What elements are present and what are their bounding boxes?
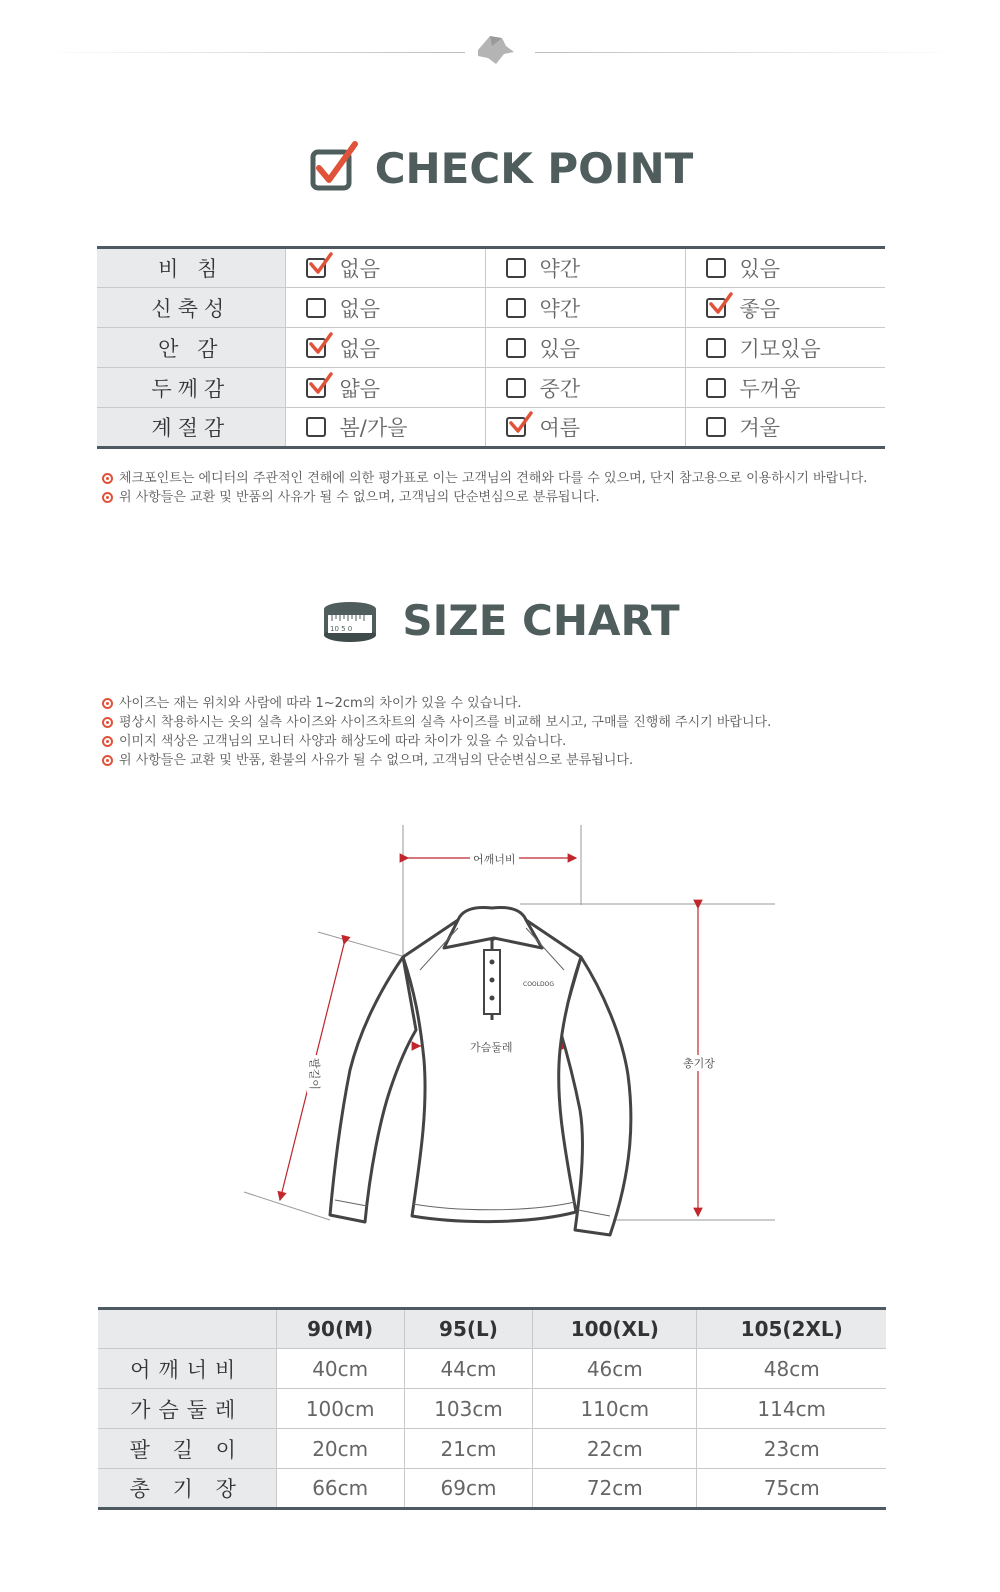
checked-checkbox-icon	[306, 258, 326, 278]
bullet-icon	[102, 492, 113, 503]
size-value: 103cm	[404, 1389, 532, 1429]
bullet-icon	[102, 473, 113, 484]
size-row-label: 어깨너비	[98, 1349, 276, 1389]
check-option-label: 약간	[539, 296, 581, 321]
check-option	[685, 408, 885, 448]
check-row	[97, 328, 885, 368]
size-notes	[102, 694, 771, 770]
note-item: 위 사항들은 교환 및 반품의 사유가 될 수 없으며, 고객님의 단순변심으로 분류됩니다.	[102, 488, 867, 507]
size-row	[98, 1349, 886, 1389]
check-row	[97, 288, 885, 328]
check-option-label: 좋음	[739, 296, 781, 321]
bullet-icon	[102, 698, 113, 709]
check-option-label: 약간	[539, 257, 581, 281]
table-corner	[98, 1309, 276, 1349]
checkbox-icon	[506, 258, 526, 278]
shoulder-label: 어깨너비	[470, 851, 519, 867]
note-item: 위 사항들은 교환 및 반품, 환불의 사유가 될 수 없으며, 고객님의 단순변심으로 분류됩니다.	[102, 751, 771, 770]
size-row	[98, 1429, 886, 1469]
check-option-label: 없음	[339, 336, 381, 361]
check-notes	[102, 469, 867, 507]
check-option-label: 봄/가을	[339, 416, 408, 440]
checkbox-title-icon	[307, 140, 363, 196]
size-value: 44cm	[404, 1349, 532, 1389]
checkbox-icon	[706, 378, 726, 398]
size-row-label: 총 기 장	[98, 1469, 276, 1509]
garment-diagram	[230, 820, 790, 1250]
size-value: 23cm	[697, 1429, 886, 1469]
size-value: 100cm	[276, 1389, 404, 1429]
check-row-label: 계절감	[97, 408, 285, 448]
checked-checkbox-icon	[506, 417, 526, 437]
check-option-label: 기모있음	[739, 336, 821, 361]
size-value: 75cm	[763, 1476, 820, 1500]
check-option-label: 중간	[539, 376, 581, 401]
length-label: 총기장	[680, 1055, 718, 1071]
size-value: 110cm	[533, 1389, 697, 1429]
size-value: 114cm	[697, 1389, 886, 1429]
size-value: 20cm	[276, 1429, 404, 1469]
size-row	[98, 1469, 886, 1509]
check-option	[485, 408, 685, 448]
check-option	[685, 368, 885, 408]
check-option	[685, 288, 885, 328]
check-option	[285, 408, 485, 448]
size-value: 46cm	[533, 1349, 697, 1389]
checked-checkbox-icon	[706, 298, 726, 318]
checkbox-icon	[506, 378, 526, 398]
check-option	[485, 328, 685, 368]
check-option	[685, 328, 885, 368]
checked-checkbox-icon	[306, 378, 326, 398]
size-header: 105(2XL)	[697, 1309, 886, 1349]
note-item: 체크포인트는 에디터의 주관적인 견해에 의한 평가표로 이는 고객님의 견해와 다를 수 있으며, 단지 참고용으로 이용하시기 바랍니다.	[102, 469, 867, 488]
check-option	[685, 248, 885, 288]
check-option-label: 얇음	[339, 376, 381, 401]
size-row	[98, 1389, 886, 1429]
check-point-table	[97, 246, 885, 449]
check-row-label: 비 침	[97, 248, 285, 288]
tape-measure-icon	[320, 599, 380, 643]
check-option	[485, 368, 685, 408]
size-row-label: 가슴둘레	[98, 1389, 276, 1429]
checkbox-icon	[306, 298, 326, 318]
checkbox-icon	[506, 298, 526, 318]
note-item: 평상시 착용하시는 옷의 실측 사이즈와 사이즈차트의 실측 사이즈를 비교해 보시고, 구매를 진행해 주시기 바랍니다.	[102, 713, 771, 732]
checkbox-icon	[706, 417, 726, 437]
sleeve-label: 팔길이	[307, 1055, 323, 1093]
check-option	[285, 288, 485, 328]
size-value: 21cm	[404, 1429, 532, 1469]
check-row	[97, 368, 885, 408]
check-row-label: 신축성	[97, 288, 285, 328]
chest-label: 가슴둘레	[467, 1039, 516, 1055]
check-option-label: 없음	[339, 257, 381, 281]
size-value: 66cm	[276, 1469, 404, 1509]
dog-logo-icon	[472, 32, 516, 68]
check-row-label: 안 감	[97, 328, 285, 368]
check-option-label: 겨울	[739, 416, 781, 440]
bullet-icon	[102, 755, 113, 766]
note-item: 이미지 색상은 고객님의 모니터 사양과 해상도에 따라 차이가 있을 수 있습니다.	[102, 732, 771, 751]
check-option	[285, 328, 485, 368]
size-value: 22cm	[533, 1429, 697, 1469]
check-point-title: CHECK POINT	[0, 140, 1000, 196]
size-value: 72cm	[533, 1469, 697, 1509]
check-option-label: 여름	[539, 416, 581, 440]
check-option	[485, 248, 685, 288]
note-item: 사이즈는 재는 위치와 사람에 따라 1~2cm의 차이가 있을 수 있습니다.	[102, 694, 771, 713]
size-header: 90(M)	[276, 1309, 404, 1349]
check-option	[285, 368, 485, 408]
size-value: 40cm	[276, 1349, 404, 1389]
checkbox-icon	[506, 338, 526, 358]
check-option-label: 있음	[539, 336, 581, 361]
check-option-label: 두꺼움	[739, 376, 801, 401]
check-row	[97, 408, 885, 448]
check-option	[485, 288, 685, 328]
check-option-label: 없음	[339, 296, 381, 321]
check-option-label: 있음	[739, 257, 781, 281]
size-header: 95(L)	[404, 1309, 532, 1349]
check-row	[97, 248, 885, 288]
checkbox-icon	[306, 417, 326, 437]
bullet-icon	[102, 717, 113, 728]
checkbox-icon	[706, 258, 726, 278]
svg-text:10 5 0: 10 5 0	[330, 624, 353, 633]
top-divider	[40, 52, 960, 54]
size-value: 48cm	[697, 1349, 886, 1389]
brand-mark: COOLDOG	[523, 981, 554, 988]
size-value: 69cm	[404, 1469, 532, 1509]
bullet-icon	[102, 736, 113, 747]
check-row-label: 두께감	[97, 368, 285, 408]
checkbox-icon	[706, 338, 726, 358]
size-chart-table	[98, 1307, 886, 1510]
checked-checkbox-icon	[306, 338, 326, 358]
size-header: 100(XL)	[533, 1309, 697, 1349]
check-option	[285, 248, 485, 288]
size-row-label: 팔 길 이	[98, 1429, 276, 1469]
polo-shirt-drawing	[230, 820, 790, 1250]
size-chart-title: 10 5 0 SIZE CHART	[0, 596, 1000, 645]
